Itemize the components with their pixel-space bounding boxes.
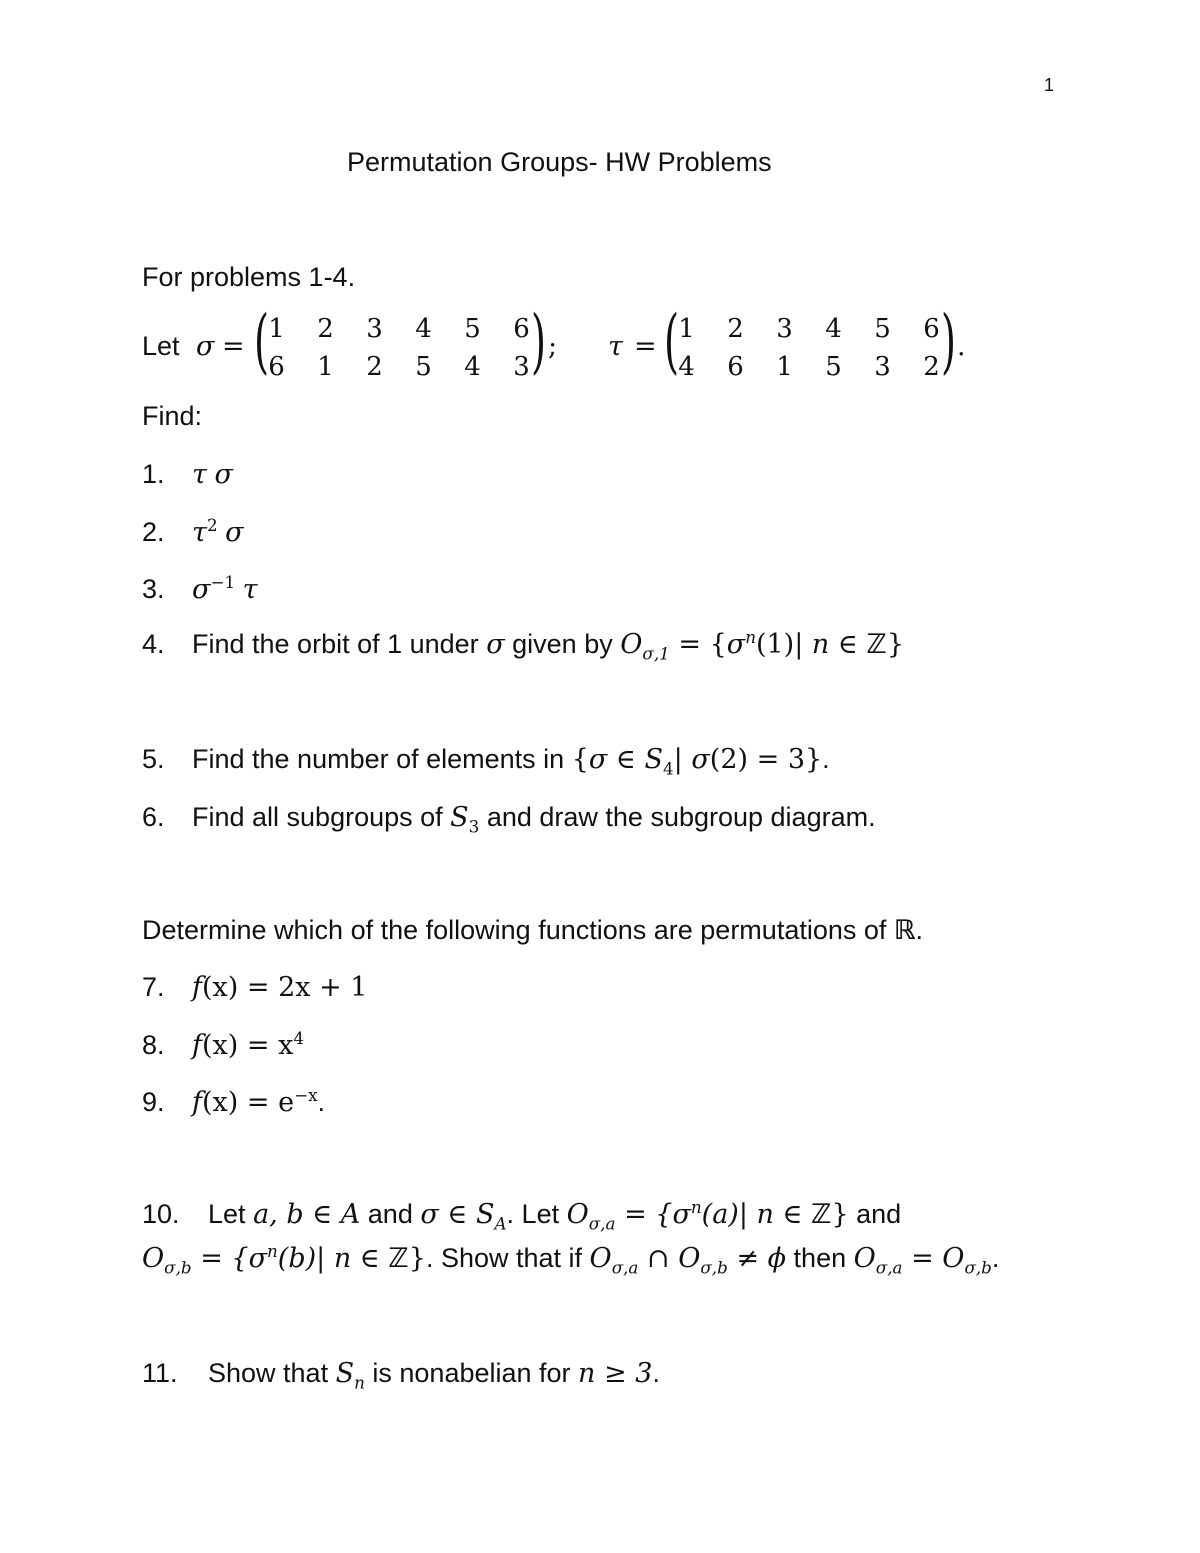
- sigma-symbol: σ: [214, 459, 233, 490]
- math-expr: ∈: [829, 629, 867, 660]
- math-expr: |: [673, 744, 692, 775]
- problem-text: and: [856, 1199, 902, 1229]
- sigma-matrix: [252, 312, 546, 384]
- orbit-symbol: O: [942, 1243, 965, 1274]
- let-label: Let: [142, 331, 180, 361]
- semicolon: ;: [548, 331, 558, 362]
- tau-right-paren: ): [941, 300, 957, 382]
- tau-bottom-5: 3: [874, 352, 891, 382]
- sigma-top-3: 3: [366, 314, 383, 344]
- orbit-symbol: O: [566, 1199, 589, 1230]
- math-expr: {: [571, 744, 589, 775]
- function-symbol: f: [192, 972, 202, 1003]
- orbit-subscript: σ,a: [588, 1213, 616, 1234]
- problem-text: . Show that if: [425, 1243, 583, 1273]
- problem-2: [142, 515, 244, 548]
- tau-top-4: 4: [825, 314, 842, 344]
- math-expr: (b)| n ∈: [277, 1243, 389, 1274]
- problem-number: 1.: [142, 459, 165, 489]
- math-expr: }: [886, 629, 905, 660]
- sigma-symbol: σ: [726, 629, 746, 660]
- problem-number: 3.: [142, 574, 165, 604]
- problem-6: [142, 802, 876, 837]
- math-expr: (1)|: [755, 629, 812, 660]
- tau-top-1: 1: [678, 314, 695, 344]
- integers-symbol: ℤ: [866, 629, 887, 660]
- orbit-symbol: O: [589, 1243, 612, 1274]
- sigma-bottom-1: 6: [268, 352, 285, 382]
- math-expr: = {σ: [191, 1243, 268, 1274]
- math-expr: }: [408, 1243, 426, 1274]
- problem-text: . Let: [506, 1199, 560, 1229]
- exponent: 4: [293, 1028, 304, 1048]
- instruction-text: Determine which of the following functions are permutations of: [142, 915, 887, 945]
- sigma-symbol: σ: [588, 744, 608, 775]
- problem-9: [142, 1085, 326, 1118]
- problem-number: 6.: [142, 802, 165, 832]
- orbit-subscript: σ,b: [700, 1257, 728, 1278]
- problem-text: Find the orbit of 1 under: [192, 629, 479, 659]
- find-label: Find:: [142, 401, 203, 431]
- problem-number: 2.: [142, 517, 165, 547]
- problem-8: [142, 1028, 304, 1061]
- tau-bottom-1: 4: [678, 352, 695, 382]
- math-expr: ∈: [607, 744, 645, 775]
- subscript: n: [354, 1372, 365, 1393]
- sigma-bottom-6: 3: [513, 352, 530, 382]
- exponent: −1: [210, 572, 236, 592]
- orbit-subscript: σ,a: [875, 1257, 903, 1278]
- sigma-right-paren: ): [531, 300, 547, 382]
- symmetric-group-symbol: S: [644, 744, 663, 775]
- problem-7: [142, 974, 367, 1001]
- math-expr: n ≥ 3: [578, 1358, 653, 1389]
- sigma-top-5: 5: [464, 314, 481, 344]
- intro-text: For problems 1-4.: [142, 262, 356, 292]
- problem-number: 8.: [142, 1030, 165, 1060]
- problem-text: Show that: [208, 1358, 329, 1388]
- reals-symbol: ℝ: [893, 915, 916, 946]
- period: .: [652, 1358, 660, 1388]
- orbit-symbol: O: [142, 1243, 165, 1274]
- tau-symbol: τ: [242, 574, 258, 605]
- orbit-subscript: σ,b: [164, 1257, 192, 1278]
- math-expr: a, b ∈ A: [253, 1199, 361, 1230]
- orbit-symbol: O: [678, 1243, 701, 1274]
- tau-top-5: 5: [874, 314, 891, 344]
- tau-bottom-2: 6: [727, 352, 744, 382]
- sigma-top-4: 4: [415, 314, 432, 344]
- problem-10-line-1: [142, 1197, 902, 1234]
- math-expr: =: [902, 1243, 943, 1274]
- function-symbol: f: [192, 1087, 202, 1118]
- tau-top-6: 6: [923, 314, 940, 344]
- problem-4: [142, 627, 905, 664]
- sigma-top-6: 6: [513, 314, 530, 344]
- sigma-symbol: σ: [691, 744, 710, 775]
- subscript: 4: [663, 758, 674, 779]
- math-expr: (x) = x: [202, 1030, 294, 1061]
- equals-sign: =: [222, 331, 245, 362]
- problem-number: 4.: [142, 629, 165, 659]
- page-number: 1: [1044, 75, 1055, 95]
- sigma-symbol: σ: [196, 331, 215, 362]
- n-symbol: n: [811, 629, 830, 660]
- math-expr: (x) = 2x + 1: [202, 972, 368, 1003]
- math-expr: }: [831, 1199, 849, 1230]
- integers-symbol: ℤ: [811, 1199, 832, 1230]
- subscript: 3: [468, 816, 480, 837]
- problem-number: 10.: [142, 1199, 180, 1229]
- exponent: n: [267, 1241, 278, 1261]
- sigma-bottom-2: 1: [317, 352, 334, 382]
- function-symbol: f: [192, 1030, 202, 1061]
- problem-text: Find all subgroups of: [192, 802, 443, 832]
- math-expr: (x) = e: [202, 1087, 295, 1118]
- period: .: [991, 1243, 1000, 1273]
- sigma-symbol: σ: [192, 574, 211, 605]
- subscript: A: [494, 1213, 507, 1234]
- problem-10-line-2: [142, 1241, 1000, 1278]
- math-expr: (a)| n ∈: [701, 1199, 812, 1230]
- determine-instruction: [142, 917, 923, 944]
- sigma-symbol: σ: [486, 629, 505, 660]
- math-expr: ∩: [638, 1243, 679, 1274]
- sigma-top-1: 1: [268, 314, 285, 344]
- final-period: .: [957, 331, 966, 362]
- problem-number: 9.: [142, 1087, 165, 1117]
- orbit-subscript: σ,1: [642, 643, 670, 664]
- tau-matrix: [662, 312, 956, 384]
- exponent: −x: [294, 1085, 318, 1105]
- sigma-bottom-4: 5: [415, 352, 432, 382]
- problem-text: then: [793, 1243, 847, 1273]
- orbit-symbol: O: [620, 629, 643, 660]
- page-title: Permutation Groups- HW Problems: [347, 147, 772, 177]
- problem-text: and draw the subgroup diagram.: [486, 802, 876, 832]
- integers-symbol: ℤ: [388, 1243, 409, 1274]
- orbit-subscript: σ,b: [964, 1257, 992, 1278]
- symmetric-group-symbol: S: [335, 1358, 355, 1389]
- period: .: [915, 915, 924, 945]
- problem-text: is nonabelian for: [372, 1358, 571, 1388]
- symmetric-group-symbol: S: [450, 802, 469, 833]
- sigma-top-2: 2: [317, 314, 334, 344]
- tau-symbol: τ: [192, 517, 207, 548]
- tau-symbol: τ: [192, 459, 207, 490]
- tau-top-2: 2: [727, 314, 744, 344]
- problem-1: [142, 461, 233, 488]
- math-expr: ≠ ϕ: [727, 1243, 787, 1274]
- equals-sign-2: =: [634, 331, 657, 362]
- problem-number: 7.: [142, 972, 165, 1002]
- math-expr: σ ∈ S: [420, 1199, 495, 1230]
- orbit-symbol: O: [853, 1243, 876, 1274]
- exponent: n: [690, 1197, 702, 1217]
- period: .: [317, 1087, 326, 1117]
- problem-text: Let: [208, 1199, 246, 1229]
- problem-11: [142, 1358, 660, 1393]
- sigma-symbol: σ: [225, 517, 244, 548]
- math-expr: = {σ: [615, 1199, 691, 1230]
- tau-bottom-6: 2: [923, 352, 940, 382]
- problem-3: [142, 572, 258, 605]
- tau-left-paren: (: [664, 300, 680, 382]
- problem-number: 11.: [142, 1358, 178, 1388]
- sigma-bottom-5: 4: [464, 352, 481, 382]
- tau-bottom-3: 1: [776, 352, 793, 382]
- sigma-bottom-3: 2: [366, 352, 383, 382]
- period: .: [822, 744, 830, 774]
- math-expr: = {: [669, 629, 727, 660]
- problem-text: and: [367, 1199, 413, 1229]
- tau-top-3: 3: [776, 314, 793, 344]
- problem-5: [142, 744, 830, 779]
- tau-bottom-4: 5: [825, 352, 842, 382]
- tau-symbol: τ: [608, 331, 623, 362]
- orbit-subscript: σ,a: [611, 1257, 639, 1278]
- math-expr: (2) = 3}: [709, 744, 823, 775]
- sigma-left-paren: (: [254, 300, 270, 382]
- problem-number: 5.: [142, 744, 165, 774]
- problem-text: given by: [512, 629, 613, 659]
- exponent: 2: [206, 515, 218, 535]
- problem-text: Find the number of elements in: [192, 744, 565, 774]
- exponent: n: [745, 627, 756, 647]
